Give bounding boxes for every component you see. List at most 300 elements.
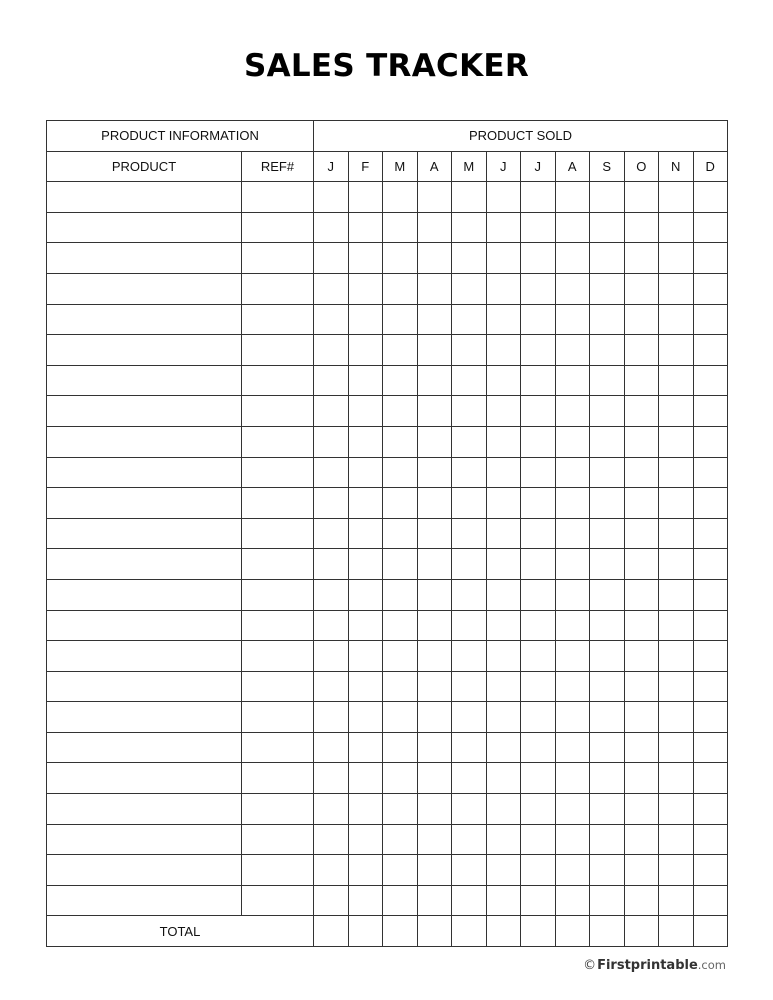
- month-cell[interactable]: [452, 273, 487, 304]
- ref-cell[interactable]: [242, 579, 314, 610]
- month-cell[interactable]: [555, 426, 590, 457]
- month-cell[interactable]: [383, 273, 418, 304]
- month-cell[interactable]: [521, 885, 556, 916]
- ref-cell[interactable]: [242, 273, 314, 304]
- month-cell[interactable]: [314, 518, 349, 549]
- month-cell[interactable]: [555, 763, 590, 794]
- month-cell[interactable]: [521, 212, 556, 243]
- month-cell[interactable]: [452, 885, 487, 916]
- month-cell[interactable]: [693, 365, 728, 396]
- month-cell[interactable]: [659, 273, 694, 304]
- month-cell[interactable]: [486, 549, 521, 580]
- product-cell[interactable]: [47, 641, 242, 672]
- month-cell[interactable]: [452, 212, 487, 243]
- month-cell[interactable]: [590, 794, 625, 825]
- month-cell[interactable]: [348, 610, 383, 641]
- month-cell[interactable]: [624, 671, 659, 702]
- month-cell[interactable]: [452, 396, 487, 427]
- month-cell[interactable]: [417, 824, 452, 855]
- month-cell[interactable]: [693, 641, 728, 672]
- month-cell[interactable]: [314, 763, 349, 794]
- ref-cell[interactable]: [242, 457, 314, 488]
- month-cell[interactable]: [590, 763, 625, 794]
- month-cell[interactable]: [555, 732, 590, 763]
- month-cell[interactable]: [314, 426, 349, 457]
- month-cell[interactable]: [521, 702, 556, 733]
- total-cell[interactable]: [348, 916, 383, 947]
- ref-cell[interactable]: [242, 335, 314, 366]
- month-cell[interactable]: [452, 518, 487, 549]
- month-cell[interactable]: [314, 243, 349, 274]
- month-cell[interactable]: [555, 794, 590, 825]
- month-cell[interactable]: [555, 855, 590, 886]
- total-cell[interactable]: [555, 916, 590, 947]
- month-cell[interactable]: [383, 457, 418, 488]
- month-cell[interactable]: [624, 579, 659, 610]
- month-cell[interactable]: [452, 641, 487, 672]
- month-cell[interactable]: [624, 304, 659, 335]
- product-cell[interactable]: [47, 243, 242, 274]
- month-cell[interactable]: [452, 365, 487, 396]
- month-cell[interactable]: [521, 610, 556, 641]
- product-cell[interactable]: [47, 610, 242, 641]
- month-cell[interactable]: [590, 824, 625, 855]
- month-cell[interactable]: [417, 457, 452, 488]
- month-cell[interactable]: [452, 488, 487, 519]
- month-cell[interactable]: [314, 335, 349, 366]
- product-cell[interactable]: [47, 549, 242, 580]
- product-cell[interactable]: [47, 365, 242, 396]
- product-cell[interactable]: [47, 396, 242, 427]
- month-cell[interactable]: [417, 365, 452, 396]
- ref-cell[interactable]: [242, 794, 314, 825]
- ref-cell[interactable]: [242, 426, 314, 457]
- month-cell[interactable]: [521, 824, 556, 855]
- month-cell[interactable]: [693, 885, 728, 916]
- month-cell[interactable]: [521, 426, 556, 457]
- product-cell[interactable]: [47, 824, 242, 855]
- month-cell[interactable]: [555, 549, 590, 580]
- month-cell[interactable]: [383, 182, 418, 213]
- month-cell[interactable]: [693, 273, 728, 304]
- month-cell[interactable]: [314, 885, 349, 916]
- month-cell[interactable]: [659, 794, 694, 825]
- month-cell[interactable]: [555, 702, 590, 733]
- month-cell[interactable]: [486, 396, 521, 427]
- month-cell[interactable]: [624, 273, 659, 304]
- month-cell[interactable]: [486, 212, 521, 243]
- month-cell[interactable]: [383, 824, 418, 855]
- month-cell[interactable]: [452, 824, 487, 855]
- month-cell[interactable]: [486, 243, 521, 274]
- month-cell[interactable]: [348, 518, 383, 549]
- month-cell[interactable]: [659, 457, 694, 488]
- month-cell[interactable]: [659, 335, 694, 366]
- product-cell[interactable]: [47, 335, 242, 366]
- month-cell[interactable]: [590, 212, 625, 243]
- month-cell[interactable]: [452, 426, 487, 457]
- month-cell[interactable]: [624, 396, 659, 427]
- month-cell[interactable]: [624, 732, 659, 763]
- month-cell[interactable]: [555, 885, 590, 916]
- month-cell[interactable]: [452, 794, 487, 825]
- total-cell[interactable]: [417, 916, 452, 947]
- product-cell[interactable]: [47, 763, 242, 794]
- month-cell[interactable]: [693, 579, 728, 610]
- month-cell[interactable]: [486, 732, 521, 763]
- month-cell[interactable]: [693, 335, 728, 366]
- month-cell[interactable]: [383, 518, 418, 549]
- month-cell[interactable]: [486, 426, 521, 457]
- month-cell[interactable]: [314, 549, 349, 580]
- total-cell[interactable]: [693, 916, 728, 947]
- month-cell[interactable]: [555, 335, 590, 366]
- month-cell[interactable]: [693, 671, 728, 702]
- product-cell[interactable]: [47, 212, 242, 243]
- month-cell[interactable]: [383, 641, 418, 672]
- total-cell[interactable]: [383, 916, 418, 947]
- month-cell[interactable]: [624, 824, 659, 855]
- month-cell[interactable]: [693, 457, 728, 488]
- product-cell[interactable]: [47, 488, 242, 519]
- month-cell[interactable]: [624, 763, 659, 794]
- month-cell[interactable]: [659, 304, 694, 335]
- month-cell[interactable]: [348, 273, 383, 304]
- month-cell[interactable]: [417, 304, 452, 335]
- month-cell[interactable]: [693, 702, 728, 733]
- month-cell[interactable]: [590, 182, 625, 213]
- month-cell[interactable]: [486, 579, 521, 610]
- month-cell[interactable]: [348, 426, 383, 457]
- month-cell[interactable]: [452, 579, 487, 610]
- month-cell[interactable]: [693, 549, 728, 580]
- month-cell[interactable]: [314, 212, 349, 243]
- month-cell[interactable]: [383, 855, 418, 886]
- month-cell[interactable]: [659, 365, 694, 396]
- month-cell[interactable]: [417, 579, 452, 610]
- ref-cell[interactable]: [242, 396, 314, 427]
- month-cell[interactable]: [383, 396, 418, 427]
- month-cell[interactable]: [417, 335, 452, 366]
- month-cell[interactable]: [693, 304, 728, 335]
- month-cell[interactable]: [417, 885, 452, 916]
- month-cell[interactable]: [693, 243, 728, 274]
- month-cell[interactable]: [383, 304, 418, 335]
- month-cell[interactable]: [624, 212, 659, 243]
- month-cell[interactable]: [348, 885, 383, 916]
- total-cell[interactable]: [486, 916, 521, 947]
- ref-cell[interactable]: [242, 885, 314, 916]
- ref-cell[interactable]: [242, 641, 314, 672]
- month-cell[interactable]: [314, 794, 349, 825]
- month-cell[interactable]: [452, 457, 487, 488]
- month-cell[interactable]: [590, 396, 625, 427]
- ref-cell[interactable]: [242, 671, 314, 702]
- ref-cell[interactable]: [242, 549, 314, 580]
- ref-cell[interactable]: [242, 763, 314, 794]
- month-cell[interactable]: [417, 212, 452, 243]
- month-cell[interactable]: [521, 641, 556, 672]
- month-cell[interactable]: [659, 732, 694, 763]
- month-cell[interactable]: [624, 243, 659, 274]
- month-cell[interactable]: [659, 824, 694, 855]
- month-cell[interactable]: [383, 243, 418, 274]
- month-cell[interactable]: [383, 794, 418, 825]
- month-cell[interactable]: [486, 304, 521, 335]
- month-cell[interactable]: [590, 885, 625, 916]
- ref-cell[interactable]: [242, 518, 314, 549]
- ref-cell[interactable]: [242, 855, 314, 886]
- month-cell[interactable]: [417, 610, 452, 641]
- month-cell[interactable]: [521, 243, 556, 274]
- product-cell[interactable]: [47, 579, 242, 610]
- month-cell[interactable]: [693, 426, 728, 457]
- month-cell[interactable]: [452, 763, 487, 794]
- ref-cell[interactable]: [242, 243, 314, 274]
- product-cell[interactable]: [47, 702, 242, 733]
- month-cell[interactable]: [624, 457, 659, 488]
- month-cell[interactable]: [555, 579, 590, 610]
- month-cell[interactable]: [521, 763, 556, 794]
- month-cell[interactable]: [383, 549, 418, 580]
- month-cell[interactable]: [383, 426, 418, 457]
- month-cell[interactable]: [555, 671, 590, 702]
- month-cell[interactable]: [348, 549, 383, 580]
- month-cell[interactable]: [452, 671, 487, 702]
- month-cell[interactable]: [555, 641, 590, 672]
- month-cell[interactable]: [590, 702, 625, 733]
- product-cell[interactable]: [47, 518, 242, 549]
- month-cell[interactable]: [693, 488, 728, 519]
- month-cell[interactable]: [521, 794, 556, 825]
- product-cell[interactable]: [47, 671, 242, 702]
- month-cell[interactable]: [417, 763, 452, 794]
- month-cell[interactable]: [486, 641, 521, 672]
- month-cell[interactable]: [624, 182, 659, 213]
- ref-cell[interactable]: [242, 488, 314, 519]
- month-cell[interactable]: [417, 182, 452, 213]
- month-cell[interactable]: [452, 549, 487, 580]
- month-cell[interactable]: [693, 794, 728, 825]
- month-cell[interactable]: [348, 243, 383, 274]
- month-cell[interactable]: [624, 641, 659, 672]
- month-cell[interactable]: [693, 518, 728, 549]
- month-cell[interactable]: [383, 702, 418, 733]
- month-cell[interactable]: [383, 610, 418, 641]
- month-cell[interactable]: [659, 518, 694, 549]
- month-cell[interactable]: [555, 488, 590, 519]
- product-cell[interactable]: [47, 885, 242, 916]
- month-cell[interactable]: [659, 212, 694, 243]
- month-cell[interactable]: [659, 671, 694, 702]
- month-cell[interactable]: [348, 763, 383, 794]
- month-cell[interactable]: [417, 702, 452, 733]
- ref-cell[interactable]: [242, 365, 314, 396]
- month-cell[interactable]: [486, 855, 521, 886]
- month-cell[interactable]: [659, 396, 694, 427]
- ref-cell[interactable]: [242, 824, 314, 855]
- month-cell[interactable]: [555, 212, 590, 243]
- ref-cell[interactable]: [242, 702, 314, 733]
- month-cell[interactable]: [348, 824, 383, 855]
- month-cell[interactable]: [659, 641, 694, 672]
- month-cell[interactable]: [590, 579, 625, 610]
- month-cell[interactable]: [521, 671, 556, 702]
- month-cell[interactable]: [624, 794, 659, 825]
- product-cell[interactable]: [47, 426, 242, 457]
- month-cell[interactable]: [521, 518, 556, 549]
- month-cell[interactable]: [659, 579, 694, 610]
- month-cell[interactable]: [659, 426, 694, 457]
- month-cell[interactable]: [348, 488, 383, 519]
- month-cell[interactable]: [348, 212, 383, 243]
- month-cell[interactable]: [659, 855, 694, 886]
- month-cell[interactable]: [624, 365, 659, 396]
- month-cell[interactable]: [486, 824, 521, 855]
- ref-cell[interactable]: [242, 304, 314, 335]
- month-cell[interactable]: [452, 855, 487, 886]
- month-cell[interactable]: [693, 824, 728, 855]
- month-cell[interactable]: [314, 855, 349, 886]
- month-cell[interactable]: [452, 304, 487, 335]
- month-cell[interactable]: [383, 365, 418, 396]
- month-cell[interactable]: [659, 885, 694, 916]
- month-cell[interactable]: [555, 304, 590, 335]
- month-cell[interactable]: [486, 763, 521, 794]
- month-cell[interactable]: [314, 182, 349, 213]
- month-cell[interactable]: [590, 549, 625, 580]
- month-cell[interactable]: [417, 671, 452, 702]
- month-cell[interactable]: [521, 335, 556, 366]
- month-cell[interactable]: [590, 518, 625, 549]
- month-cell[interactable]: [452, 610, 487, 641]
- month-cell[interactable]: [348, 396, 383, 427]
- month-cell[interactable]: [314, 304, 349, 335]
- product-cell[interactable]: [47, 794, 242, 825]
- month-cell[interactable]: [659, 488, 694, 519]
- month-cell[interactable]: [590, 243, 625, 274]
- month-cell[interactable]: [486, 457, 521, 488]
- month-cell[interactable]: [521, 273, 556, 304]
- month-cell[interactable]: [590, 610, 625, 641]
- month-cell[interactable]: [624, 549, 659, 580]
- month-cell[interactable]: [486, 518, 521, 549]
- month-cell[interactable]: [624, 885, 659, 916]
- month-cell[interactable]: [555, 457, 590, 488]
- month-cell[interactable]: [417, 732, 452, 763]
- ref-cell[interactable]: [242, 610, 314, 641]
- month-cell[interactable]: [486, 182, 521, 213]
- month-cell[interactable]: [486, 794, 521, 825]
- month-cell[interactable]: [624, 426, 659, 457]
- month-cell[interactable]: [417, 426, 452, 457]
- month-cell[interactable]: [659, 610, 694, 641]
- month-cell[interactable]: [452, 335, 487, 366]
- month-cell[interactable]: [693, 610, 728, 641]
- total-cell[interactable]: [521, 916, 556, 947]
- month-cell[interactable]: [452, 732, 487, 763]
- month-cell[interactable]: [417, 243, 452, 274]
- month-cell[interactable]: [486, 488, 521, 519]
- total-cell[interactable]: [314, 916, 349, 947]
- month-cell[interactable]: [383, 671, 418, 702]
- month-cell[interactable]: [555, 518, 590, 549]
- month-cell[interactable]: [590, 488, 625, 519]
- month-cell[interactable]: [348, 457, 383, 488]
- month-cell[interactable]: [348, 304, 383, 335]
- product-cell[interactable]: [47, 732, 242, 763]
- month-cell[interactable]: [452, 702, 487, 733]
- month-cell[interactable]: [521, 488, 556, 519]
- month-cell[interactable]: [348, 579, 383, 610]
- month-cell[interactable]: [659, 702, 694, 733]
- month-cell[interactable]: [693, 396, 728, 427]
- month-cell[interactable]: [314, 396, 349, 427]
- month-cell[interactable]: [348, 335, 383, 366]
- month-cell[interactable]: [348, 732, 383, 763]
- month-cell[interactable]: [314, 610, 349, 641]
- month-cell[interactable]: [521, 457, 556, 488]
- month-cell[interactable]: [521, 579, 556, 610]
- product-cell[interactable]: [47, 855, 242, 886]
- month-cell[interactable]: [624, 335, 659, 366]
- month-cell[interactable]: [521, 396, 556, 427]
- month-cell[interactable]: [348, 794, 383, 825]
- month-cell[interactable]: [659, 243, 694, 274]
- month-cell[interactable]: [486, 671, 521, 702]
- month-cell[interactable]: [314, 702, 349, 733]
- month-cell[interactable]: [314, 824, 349, 855]
- month-cell[interactable]: [417, 273, 452, 304]
- month-cell[interactable]: [590, 304, 625, 335]
- month-cell[interactable]: [521, 855, 556, 886]
- month-cell[interactable]: [555, 182, 590, 213]
- month-cell[interactable]: [693, 855, 728, 886]
- month-cell[interactable]: [590, 365, 625, 396]
- month-cell[interactable]: [383, 763, 418, 794]
- month-cell[interactable]: [624, 488, 659, 519]
- month-cell[interactable]: [555, 243, 590, 274]
- month-cell[interactable]: [383, 335, 418, 366]
- month-cell[interactable]: [383, 488, 418, 519]
- month-cell[interactable]: [348, 671, 383, 702]
- month-cell[interactable]: [555, 610, 590, 641]
- month-cell[interactable]: [383, 885, 418, 916]
- month-cell[interactable]: [624, 610, 659, 641]
- month-cell[interactable]: [521, 182, 556, 213]
- month-cell[interactable]: [417, 518, 452, 549]
- month-cell[interactable]: [486, 335, 521, 366]
- month-cell[interactable]: [521, 549, 556, 580]
- month-cell[interactable]: [590, 426, 625, 457]
- month-cell[interactable]: [314, 732, 349, 763]
- month-cell[interactable]: [590, 671, 625, 702]
- month-cell[interactable]: [348, 182, 383, 213]
- month-cell[interactable]: [590, 855, 625, 886]
- product-cell[interactable]: [47, 457, 242, 488]
- month-cell[interactable]: [452, 243, 487, 274]
- month-cell[interactable]: [624, 518, 659, 549]
- month-cell[interactable]: [521, 365, 556, 396]
- month-cell[interactable]: [659, 549, 694, 580]
- month-cell[interactable]: [624, 855, 659, 886]
- month-cell[interactable]: [383, 732, 418, 763]
- ref-cell[interactable]: [242, 212, 314, 243]
- month-cell[interactable]: [314, 273, 349, 304]
- month-cell[interactable]: [314, 457, 349, 488]
- month-cell[interactable]: [417, 855, 452, 886]
- month-cell[interactable]: [659, 182, 694, 213]
